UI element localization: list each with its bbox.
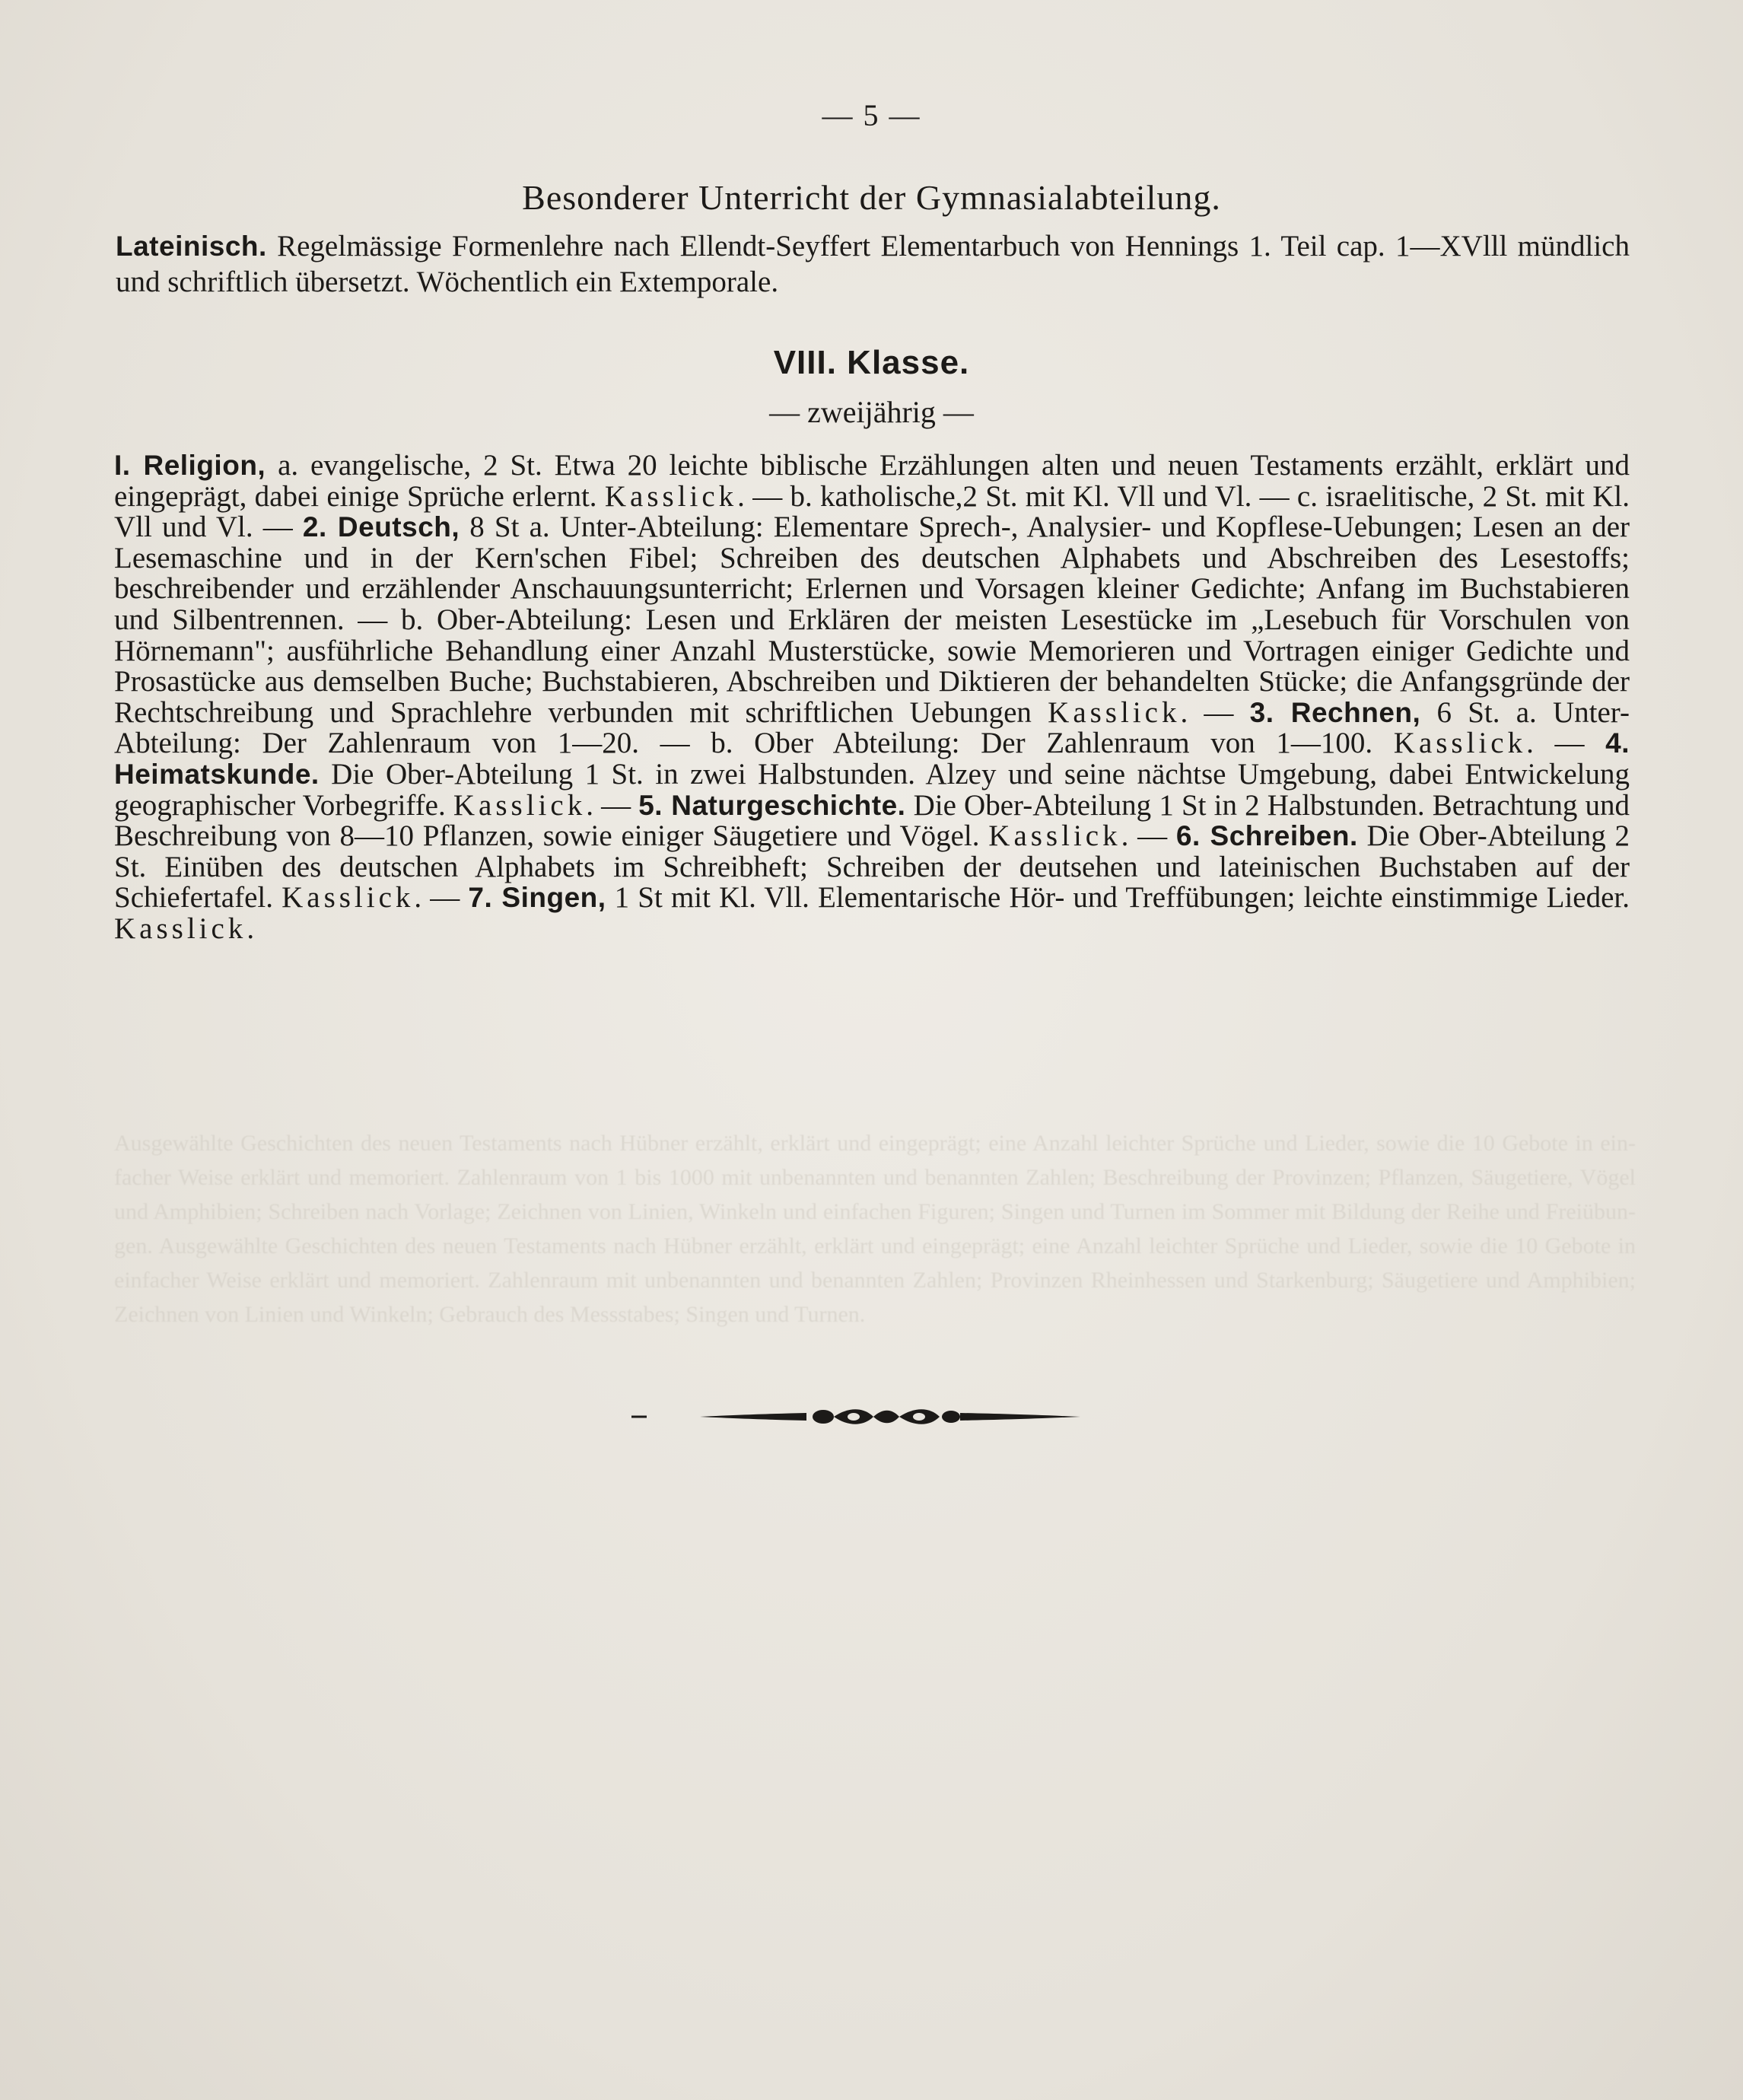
page-number: — 5 — <box>822 98 921 132</box>
deutsch-text: 8 St a. Unter-Abteilung: Elementare Sprech-, Analysier- und Kopflese-Uebungen; Lesen an der Lesemaschine und in der Kern'schen Fibel; Schreiben des deutschen Alphabets und Abschreiben des Lesestoffs; beschreibender und erzählender Anschauungsunterricht; Erlernen und Vorsagen kleiner Gedichte; Anfang im Buchstabieren und Silbentrennen. — b. Ober-Abteilung: Lesen und Erklären der meisten Lesestücke im „Lesebuch für Vorschulen von Hörnemann"; ausführliche Behandlung einer Anzahl Musterstücke, sowie Memorieren und Vortragen einiger Gedichte und Prosastücke aus demselben Buche; Buchstabieren, Abschreiben und Diktieren der behandelten Stücke; die Anfangsgründe der Rechtschreibung und Sprachlehre verbunden mit schriftlichen Uebungen <box>114 511 1630 729</box>
heimatskunde-text-b: . — <box>586 788 639 822</box>
latin-text: Regelmässige Formenlehre nach Ellendt-Seyffert Elementarbuch von Hennings 1. Teil cap. 1—XVlll mündlich und schriftlich übersetzt. Wöchentlich ein Extemporale. <box>116 230 1630 298</box>
deutsch-text-b: . — <box>1180 695 1250 729</box>
teacher-name: Kasslick <box>988 819 1121 853</box>
section-title: Besonderer Unterricht der Gymnasialabteilung. <box>522 178 1221 217</box>
teacher-name: Kasslick <box>1048 695 1181 729</box>
rechnen-text: 6 St. a. Unter-Abteilung: Der Zahlenraum von 1—20. — b. Ober Abteilung: Der Zahlenraum von 1—100. <box>114 695 1630 760</box>
schreiben-heading: 6. Schreiben. <box>1175 820 1358 852</box>
rechnen-heading: 3. Rechnen, <box>1249 696 1421 728</box>
singen-heading: 7. Singen, <box>468 882 606 914</box>
teacher-name: Kasslick <box>453 788 587 822</box>
singen-text-b: . <box>247 912 255 945</box>
class-subtitle: — zweijährig — <box>769 395 974 429</box>
show-through-texture: Ausgewählte Geschichten des neuen Testaments nach Hübner erzählt, erklärt und eingeprägt; eine Anzahl leichter Sprüche und Lieder, sowie die 10 Gebote in einfacher Weise erklärt und memoriert. Zahlenraum von 1 bis 1000 mit unbenannten und benannten Zahlen; Beschreibung der Provinzen; Pflanzen, Säugetiere, Vögel und Amphibien; Schreiben nach Vorlage; Zeichnen von Linien, Winkeln und einfachen Figuren; Singen und Turnen im Sommer mit Bildung der Reihe und Freiübungen. Ausgewählte Geschichten des neuen Testaments nach Hübner erzählt, erklärt und eingeprägt; eine Anzahl leichter Sprüche und Lieder, sowie die 10 Gebote in einfacher Weise erklärt und memoriert. Zahlenraum mit unbenannten und benannten Zahlen; Provinzen Rheinhessen und Starkenburg; Säugetiere und Amphibien; Zeichnen von Linien und Winkeln; Gebrauch des Messstabes; Singen und Turnen. <box>114 1131 1636 1327</box>
schreiben-text-b: . — <box>414 881 469 915</box>
deutsch-heading: 2. Deutsch, <box>302 511 460 543</box>
rechnen-text-b: . — <box>1526 727 1606 760</box>
class-title: VIII. Klasse. <box>773 344 970 381</box>
religion-text-a: a. evangelische, 2 St. Etwa 20 leichte biblische Erzählungen alten und neuen Testaments erzählt, erklärt und eingeprägt, dabei einige Sprüche erlernt. <box>114 449 1630 513</box>
teacher-name: Kasslick <box>114 912 247 945</box>
singen-text: 1 St mit Kl. Vll. Elementarische Hör- und Treffübungen; leichte einstimmige Lieder. <box>606 881 1630 915</box>
ornament-divider <box>631 1404 1103 1430</box>
schreiben-text: Die Ober-Abteilung 2 St. Einüben des deutschen Alphabets im Schreibheft; Schreiben der deutsehen und lateinischen Buchstaben auf der Schiefertafel. <box>114 819 1630 915</box>
latin-heading: Lateinisch. <box>116 231 267 262</box>
teacher-name: Kasslick <box>281 881 415 915</box>
heimatskunde-heading: 4. Heimatskunde. <box>114 727 1630 790</box>
religion-heading: I. Religion, <box>114 450 266 481</box>
teacher-name: Kasslick <box>604 479 738 513</box>
religion-text-b: . — b. katholische,2 St. mit Kl. Vll und Vl. — c. israelitische, 2 St. mit Kl. Vll und Vl. — <box>114 479 1630 544</box>
naturgeschichte-heading: 5. Naturgeschichte. <box>638 789 906 821</box>
naturgeschichte-text-b: . — <box>1121 819 1176 853</box>
heimatskunde-text: Die Ober-Abteilung 1 St. in zwei Halbstunden. Alzey und seine nächtse Umgebung, dabei Entwickelung geographischer Vorbegriffe. <box>114 757 1630 822</box>
teacher-name: Kasslick <box>1393 727 1527 760</box>
latin-paragraph <box>116 228 1630 300</box>
naturgeschichte-text: Die Ober-Abteilung 1 St in 2 Halbstunden. Betrachtung und Beschreibung von 8—10 Pflanzen, sowie einiger Säugetiere und Vögel. <box>114 788 1630 853</box>
curriculum-paragraph <box>114 450 1630 945</box>
